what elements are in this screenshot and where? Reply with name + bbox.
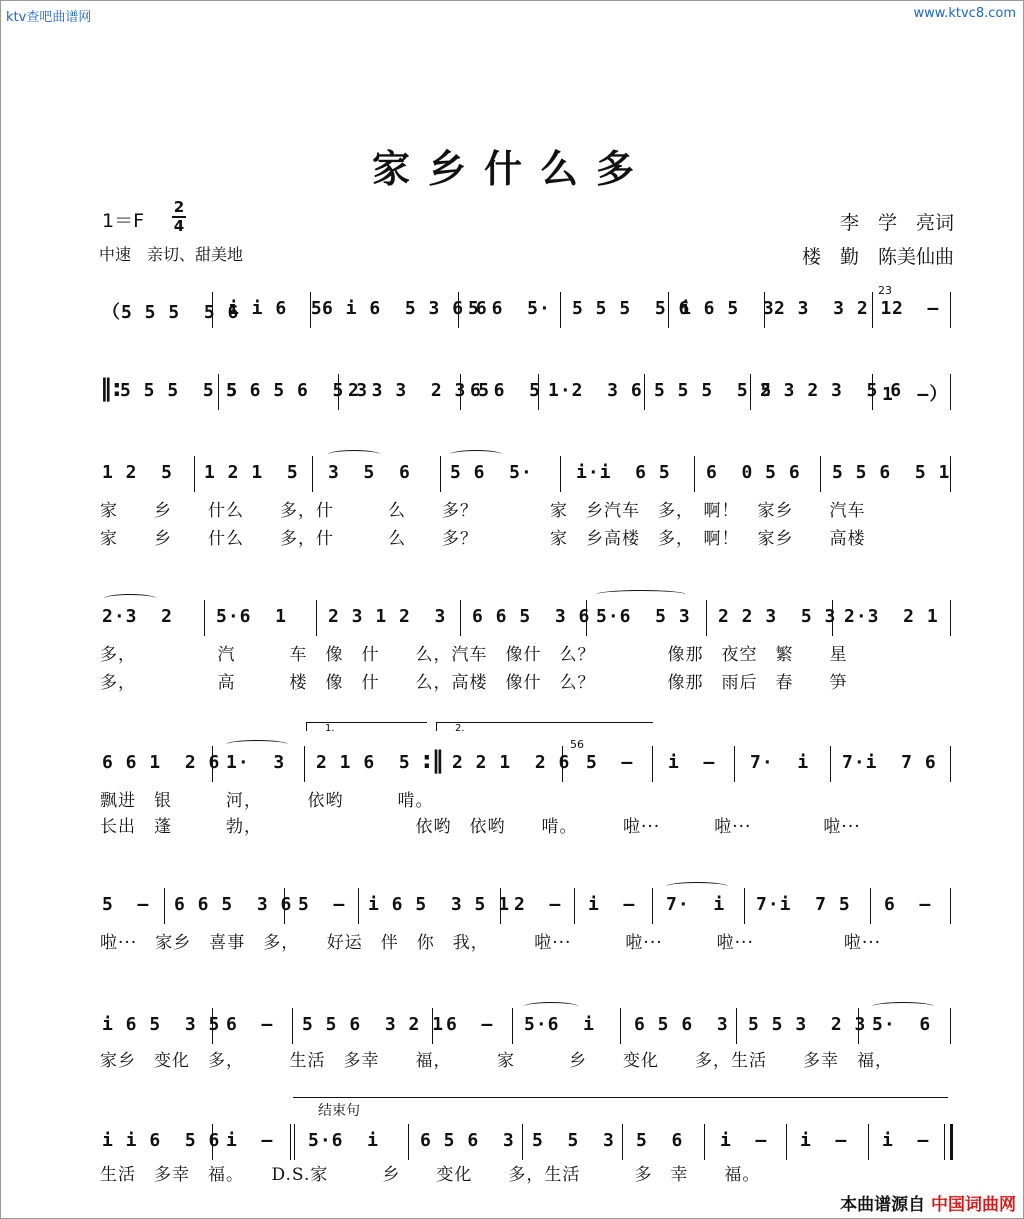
barline <box>560 456 561 492</box>
slur <box>872 1002 934 1011</box>
measure: 6 0 5 6 <box>706 462 801 483</box>
measure: 2 2 3 5 3 <box>718 606 837 627</box>
barline <box>744 888 745 924</box>
key-signature: 1＝F <box>102 210 145 232</box>
time-signature <box>172 200 186 234</box>
barline <box>408 1124 409 1160</box>
lyricist-credit: 李 学 亮词 <box>839 212 954 234</box>
coda-label: 结束句 <box>318 1103 360 1119</box>
barline <box>750 374 751 410</box>
slur <box>596 590 686 599</box>
measure: 7·i 7 6 <box>842 752 937 773</box>
barline <box>212 1008 213 1044</box>
barline <box>290 1124 291 1160</box>
barline <box>668 292 669 328</box>
grace-note: 56 <box>570 738 584 751</box>
barline <box>950 1008 951 1044</box>
staff-row <box>0 456 1024 496</box>
staff-row <box>0 600 1024 640</box>
slur <box>524 1002 578 1011</box>
barline <box>562 746 563 782</box>
staff-row <box>0 1008 1024 1048</box>
barline <box>164 888 165 924</box>
measure: i 6 5 3 5 <box>102 1014 221 1035</box>
barline <box>440 456 441 492</box>
barline <box>652 888 653 924</box>
measure: 2 3 3 2 3 5 <box>348 380 491 401</box>
barline <box>212 746 213 782</box>
barline <box>868 1124 869 1160</box>
volta-1-label: 1. <box>325 723 335 734</box>
measure: 2 2 1 2 6 <box>452 752 571 773</box>
measure: 1·2 3 6 <box>548 380 643 401</box>
barline <box>950 600 951 636</box>
measure: 6 6 5 3 6 <box>174 894 293 915</box>
barline <box>764 292 765 328</box>
barline <box>358 888 359 924</box>
staff-row <box>0 888 1024 928</box>
measure: 3 5 6 <box>328 462 411 483</box>
barline <box>460 600 461 636</box>
lyrics-verse-2: 长出 蓬 勃， 依哟 依哟 啃。 啦··· 啦··· 啦··· <box>100 817 861 837</box>
barline <box>218 374 219 410</box>
barline <box>560 292 561 328</box>
measure: i — <box>226 1130 274 1151</box>
barline <box>460 374 461 410</box>
barline <box>950 888 951 924</box>
measure: （5 5 5 5 6 <box>102 302 240 323</box>
lyrics-verse-1: 啦··· 家乡 喜事 多， 好运 伴 你 我， 啦··· 啦··· 啦··· 啦··· <box>100 933 882 953</box>
measure: 5·6 i <box>524 1014 596 1035</box>
barline <box>830 746 831 782</box>
measure: 5 5 5 5 5 <box>120 380 239 401</box>
lyrics-verse-1: 家乡 变化 多， 生活 多幸 福， 家 乡 变化 多，生活 多幸 福， <box>100 1051 893 1071</box>
lyrics-verse-1: 多， 汽 车 像 什 么，汽车 像什 么？ 像那 夜空 繁 星 <box>100 645 848 665</box>
composer-credit: 楼 勤 陈美仙曲 <box>801 246 954 268</box>
measure: 2 3 3 2 1 <box>774 298 893 319</box>
barline <box>574 888 575 924</box>
volta-2-label: 2. <box>455 723 465 734</box>
measure: 6 — <box>884 894 932 915</box>
barline <box>212 1124 213 1160</box>
measure: 2 — <box>892 298 940 319</box>
measure: 5 6 5 6 5 3 <box>226 380 369 401</box>
slur <box>226 740 288 749</box>
lyrics-verse-1: 家 乡 什么 多，什 么 多？ 家 乡汽车 多， 啊！ 家乡 汽车 <box>100 501 866 521</box>
repeat-end: :‖ <box>422 746 444 774</box>
barline <box>432 1008 433 1044</box>
measure: 6 i 6 5 3 6 6 <box>322 298 488 319</box>
coda-bracket <box>293 1097 948 1108</box>
measure: 5 6 5· <box>468 298 551 319</box>
slur <box>666 882 728 891</box>
volta-first-ending <box>306 722 427 734</box>
barline <box>316 600 317 636</box>
measure: 7·i 7 5 <box>756 894 851 915</box>
measure: 5 5 6 3 2 1 <box>302 1014 445 1035</box>
barline <box>950 374 951 410</box>
barline <box>652 746 653 782</box>
measure: 5 5 5 5 5 <box>654 380 773 401</box>
measure: i — <box>668 752 716 773</box>
measure: i — <box>588 894 636 915</box>
staff-row <box>0 1124 1024 1164</box>
measure: 6 5 6 3 <box>420 1130 515 1151</box>
measure: i 6 5 3 <box>680 298 775 319</box>
measure: 5 5 6 5 1 <box>832 462 951 483</box>
barline <box>950 746 951 782</box>
barline <box>500 888 501 924</box>
barline <box>950 292 951 328</box>
measure: i·i 6 5 <box>576 462 671 483</box>
staff-row <box>0 738 1024 786</box>
barline <box>312 456 313 492</box>
measure: i i 6 5 <box>228 298 323 319</box>
slur <box>328 450 380 459</box>
measure: 5 — <box>102 894 150 915</box>
barline <box>212 292 213 328</box>
barline <box>538 374 539 410</box>
barline <box>706 600 707 636</box>
barline <box>832 600 833 636</box>
barline <box>294 1124 295 1160</box>
lyrics-verse-1: 飘进 银 河， 依哟 啃。 <box>100 791 434 811</box>
measure: 2·3 2 1 <box>844 606 939 627</box>
grace-note: 23 <box>878 284 892 297</box>
measure: 5 — <box>298 894 346 915</box>
barline <box>304 746 305 782</box>
measure: 1 —） <box>882 384 949 405</box>
measure: 1 2 1 5 <box>204 462 299 483</box>
measure: i — <box>800 1130 848 1151</box>
barline <box>622 1124 623 1160</box>
slur <box>450 450 502 459</box>
barline <box>872 374 873 410</box>
measure: i — <box>882 1130 930 1151</box>
measure: 2 1 6 5 <box>316 752 411 773</box>
measure: 5 5 3 <box>532 1130 615 1151</box>
tempo-marking: 中速 亲切、甜美地 <box>99 245 244 264</box>
barline <box>284 888 285 924</box>
measure: 6 6 5 3 6 <box>472 606 591 627</box>
repeat-start: ‖: <box>100 374 122 402</box>
barline <box>310 292 311 328</box>
measure: 6 — <box>226 1014 274 1035</box>
measure: i i 6 5 6 <box>102 1130 221 1151</box>
measure: 2·3 2 <box>102 606 174 627</box>
barline <box>458 292 459 328</box>
measure: 5 5 5 5 6 <box>572 298 691 319</box>
site-name-left[interactable]: ktv查吧曲谱网 <box>6 10 92 25</box>
time-bottom: 4 <box>173 217 185 235</box>
measure: 7· i <box>750 752 810 773</box>
measure: 6 6 5 <box>470 380 542 401</box>
measure: i 6 5 3 5 1 <box>368 894 511 915</box>
barline <box>512 1008 513 1044</box>
barline <box>950 456 951 492</box>
measure: 6 — <box>446 1014 494 1035</box>
footer-source-site[interactable]: 中国词曲网 <box>931 1195 1016 1215</box>
barline <box>736 1008 737 1044</box>
barline <box>644 374 645 410</box>
song-title: 家乡什么多 <box>371 146 652 191</box>
measure: 1· 3 <box>226 752 286 773</box>
measure: 5 6 <box>636 1130 684 1151</box>
barline <box>194 456 195 492</box>
measure: 2 — <box>514 894 562 915</box>
measure: 5·6 i <box>308 1130 380 1151</box>
barline <box>858 1008 859 1044</box>
barline <box>586 600 587 636</box>
measure: 6 6 1 2 6 <box>102 752 221 773</box>
barline <box>786 1124 787 1160</box>
measure: 7· i <box>666 894 726 915</box>
barline <box>292 1008 293 1044</box>
barline <box>338 374 339 410</box>
barline <box>522 1124 523 1160</box>
lyrics-verse-2: 多， 高 楼 像 什 么，高楼 像什 么？ 像那 雨后 春 笋 <box>100 673 848 693</box>
barline <box>204 600 205 636</box>
source-footer <box>840 1190 1016 1215</box>
measure: 5 6 5· <box>450 462 533 483</box>
measure: 2 3 1 2 3 <box>328 606 447 627</box>
lyrics-verse-1: 生活 多幸 福。 D.S.家 乡 变化 多，生活 多 幸 福。 <box>100 1165 761 1185</box>
staff-row <box>0 374 1024 414</box>
measure: i — <box>720 1130 768 1151</box>
lyrics-verse-2: 家 乡 什么 多，什 么 多？ 家 乡高楼 多， 啊！ 家乡 高楼 <box>100 529 866 549</box>
measure: 1 2 5 <box>102 462 174 483</box>
barline <box>734 746 735 782</box>
time-top: 2 <box>173 198 185 216</box>
slur <box>104 594 156 603</box>
measure: 5 5 3 2 3 <box>748 1014 867 1035</box>
barline <box>872 292 873 328</box>
volta-second-ending <box>436 722 653 734</box>
barline <box>820 456 821 492</box>
measure: 2 3 2 3 5 6 <box>760 380 903 401</box>
measure: 5 — <box>586 752 634 773</box>
barline <box>944 1124 945 1160</box>
barline <box>704 1124 705 1160</box>
measure: 5· 6 <box>872 1014 932 1035</box>
measure: 6 5 6 3 <box>634 1014 729 1035</box>
site-url-right[interactable]: www.ktvc8.com <box>913 6 1016 21</box>
staff-row <box>0 284 1024 332</box>
barline <box>694 456 695 492</box>
footer-source-text: 本曲谱源自 <box>840 1195 926 1215</box>
barline <box>620 1008 621 1044</box>
final-barline <box>950 1124 953 1160</box>
barline <box>870 888 871 924</box>
measure: 5·6 5 3 <box>596 606 691 627</box>
measure: 5·6 1 <box>216 606 288 627</box>
